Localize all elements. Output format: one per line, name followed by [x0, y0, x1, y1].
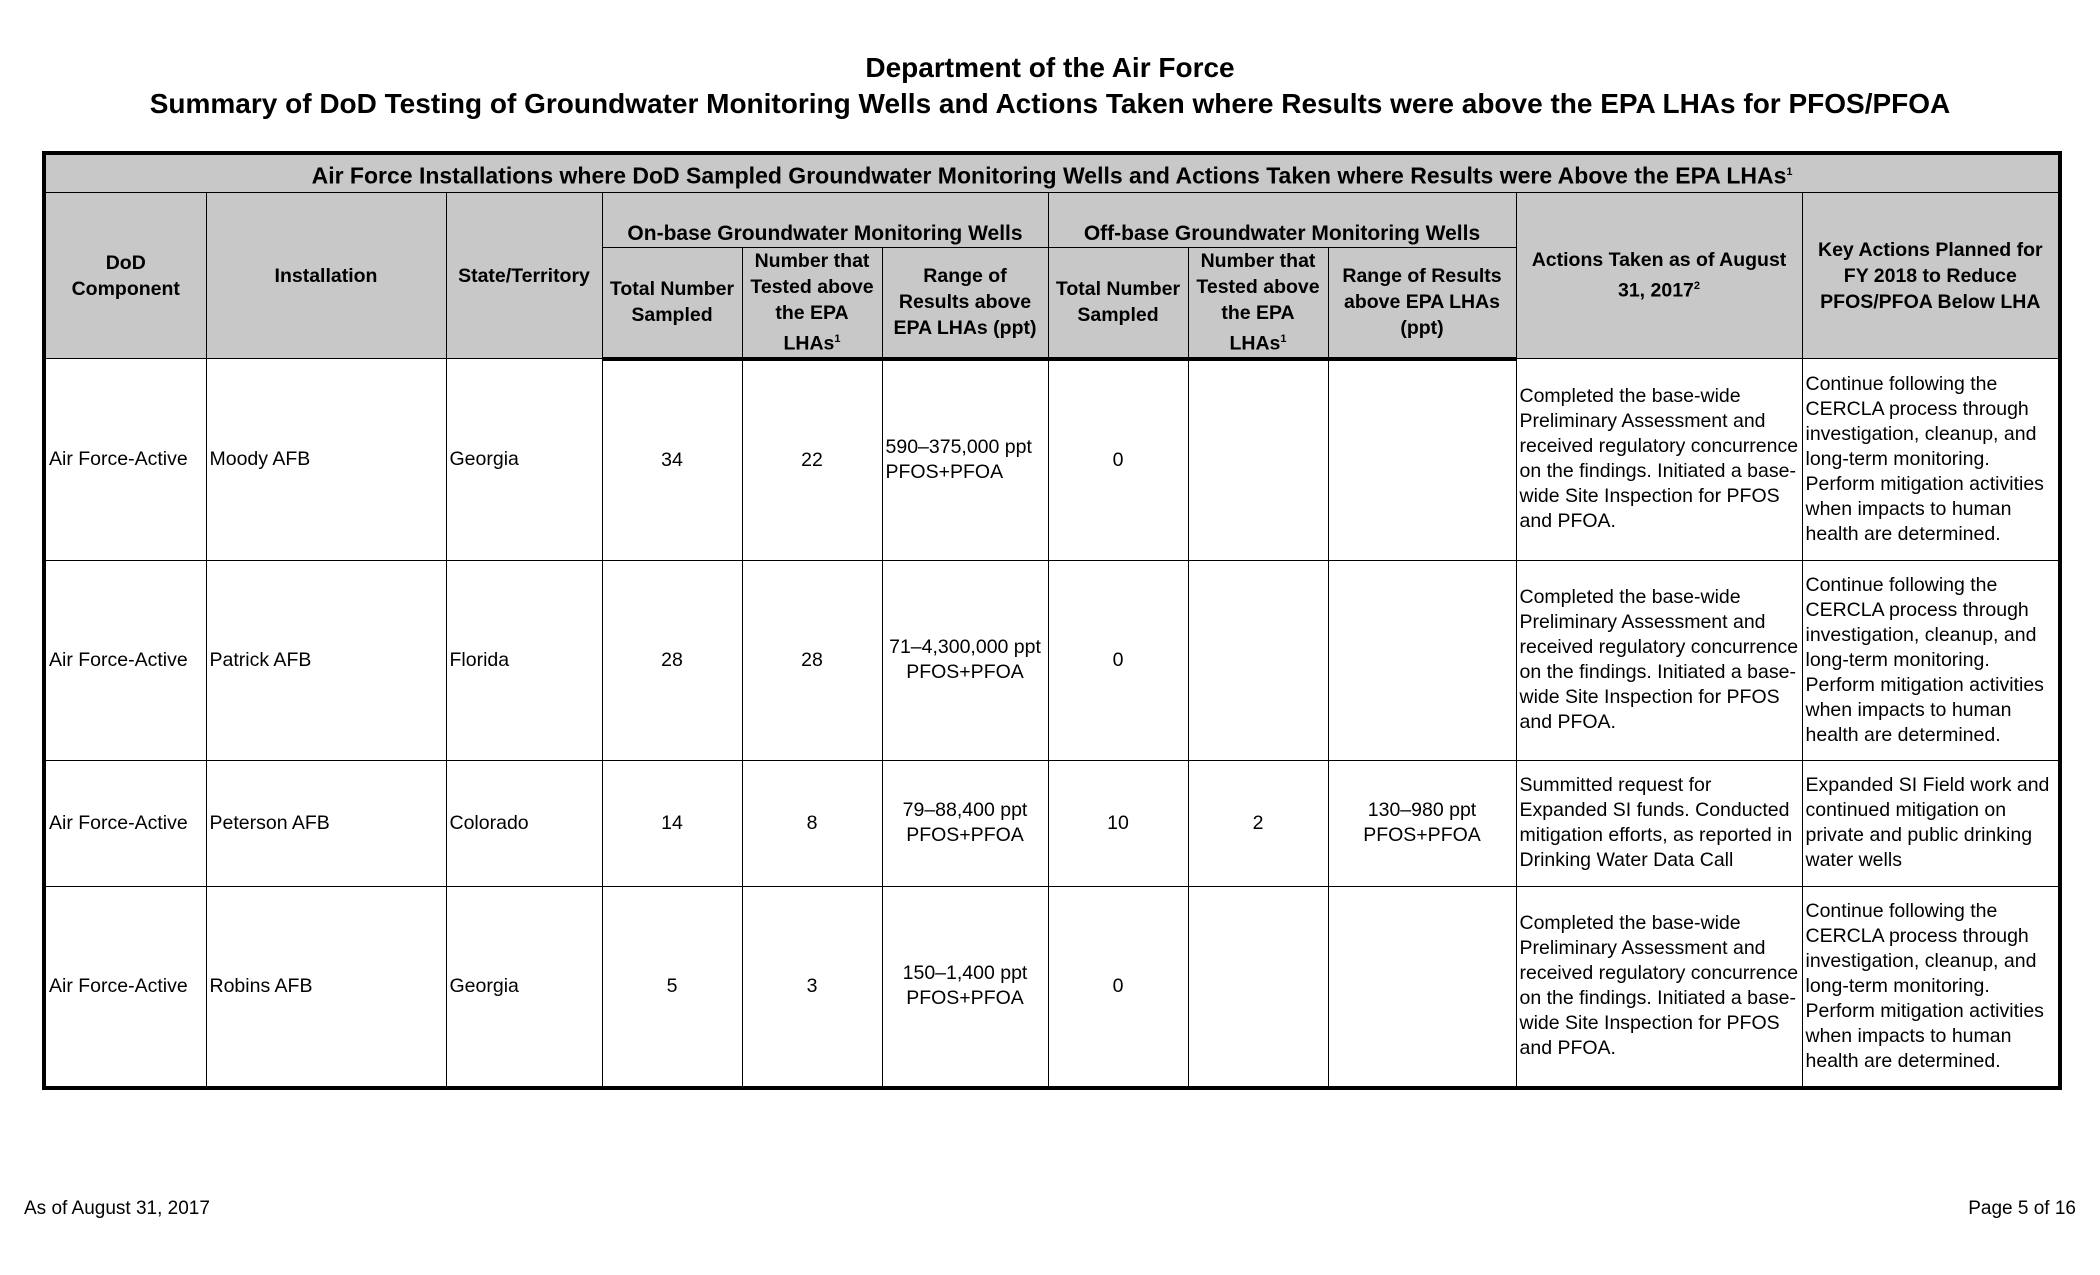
header-dod-component: DoD Component [44, 193, 206, 359]
offbase-above-footnote: 1 [1280, 333, 1287, 345]
cell-key-actions: Continue following the CERCLA process through investigation, cleanup, and long-term monitoring. Perform mitigation activities when impacts to human health are determined. [1802, 359, 2060, 561]
cell-actions-taken: Completed the base-wide Preliminary Assessment and received regulatory concurrence on the findings. Initiated a base-wide Site Inspection for PFOS and PFOA. [1516, 560, 1802, 760]
footer-page-number: Page 5 of 16 [1968, 1198, 2076, 1219]
cell-onbase-range: 79–88,400 ppt PFOS+PFOA [882, 760, 1048, 886]
cell-actions-taken: Summitted request for Expanded SI funds. Conducted mitigation efforts, as reported in Drinking Water Data Call [1516, 760, 1802, 886]
page-subtitle: Summary of DoD Testing of Groundwater Monitoring Wells and Actions Taken where Results were above the EPA LHAs for PFOS/PFOA [149, 88, 1951, 119]
cell-onbase-above: 8 [742, 760, 882, 886]
cell-actions-taken: Completed the base-wide Preliminary Assessment and received regulatory concurrence on the findings. Initiated a base-wide Site Inspection for PFOS and PFOA. [1516, 886, 1802, 1088]
header-offbase-group: Off-base Groundwater Monitoring Wells [1048, 193, 1516, 248]
header-offbase-above [1188, 248, 1328, 359]
header-offbase-total: Total Number Sampled [1048, 248, 1188, 359]
header-onbase-above [742, 248, 882, 359]
page-title: Department of the Air Force [865, 52, 1235, 83]
cell-key-actions: Expanded SI Field work and continued mitigation on private and public drinking water wells [1802, 760, 2060, 886]
cell-component: Air Force-Active [44, 760, 206, 886]
cell-onbase-total: 28 [602, 560, 742, 760]
cell-onbase-above: 22 [742, 359, 882, 561]
cell-state: Georgia [446, 359, 602, 561]
header-offbase-above-text: Number that Tested above the EPA LHAs [1196, 250, 1320, 355]
header-actions-taken-text: Actions Taken as of August 31, 2017 [1531, 249, 1787, 302]
table-row [44, 760, 2060, 886]
table-banner [44, 153, 2060, 193]
actions-footnote: 2 [1693, 280, 1701, 293]
cell-offbase-range [1328, 359, 1516, 561]
table-row [44, 560, 2060, 760]
cell-installation: Robins AFB [206, 886, 446, 1088]
cell-state: Florida [446, 560, 602, 760]
cell-onbase-range: 150–1,400 ppt PFOS+PFOA [882, 886, 1048, 1088]
cell-actions-taken: Completed the base-wide Preliminary Assessment and received regulatory concurrence on the findings. Initiated a base-wide Site Inspection for PFOS and PFOA. [1516, 359, 1802, 561]
banner-footnote: 1 [1786, 165, 1793, 178]
cell-offbase-above [1188, 886, 1328, 1088]
header-onbase-range: Range of Results above EPA LHAs (ppt) [882, 248, 1048, 359]
cell-onbase-above: 28 [742, 560, 882, 760]
cell-installation: Peterson AFB [206, 760, 446, 886]
header-key-actions: Key Actions Planned for FY 2018 to Reduce PFOS/PFOA Below LHA [1802, 193, 2060, 359]
cell-offbase-range [1328, 560, 1516, 760]
cell-state: Colorado [446, 760, 602, 886]
cell-key-actions: Continue following the CERCLA process through investigation, cleanup, and long-term monitoring. Perform mitigation activities when impacts to human health are determined. [1802, 560, 2060, 760]
cell-offbase-total: 0 [1048, 560, 1188, 760]
cell-key-actions: Continue following the CERCLA process through investigation, cleanup, and long-term monitoring. Perform mitigation activities when impacts to human health are determined. [1802, 886, 2060, 1088]
cell-offbase-total: 10 [1048, 760, 1188, 886]
cell-onbase-total: 34 [602, 359, 742, 561]
cell-component: Air Force-Active [44, 560, 206, 760]
cell-onbase-above: 3 [742, 886, 882, 1088]
header-onbase-above-text: Number that Tested above the EPA LHAs [750, 250, 874, 355]
header-state: State/Territory [446, 193, 602, 359]
cell-offbase-above [1188, 359, 1328, 561]
footer-date: As of August 31, 2017 [24, 1198, 210, 1219]
page-title-block [0, 50, 2100, 122]
header-offbase-range: Range of Results above EPA LHAs (ppt) [1328, 248, 1516, 359]
cell-offbase-total: 0 [1048, 359, 1188, 561]
cell-onbase-range: 71–4,300,000 ppt PFOS+PFOA [882, 560, 1048, 760]
cell-onbase-range: 590–375,000 ppt PFOS+PFOA [882, 359, 1048, 561]
installations-table [42, 151, 2062, 1090]
cell-installation: Moody AFB [206, 359, 446, 561]
cell-offbase-range: 130–980 ppt PFOS+PFOA [1328, 760, 1516, 886]
cell-onbase-total: 5 [602, 886, 742, 1088]
cell-state: Georgia [446, 886, 602, 1088]
cell-component: Air Force-Active [44, 886, 206, 1088]
cell-offbase-total: 0 [1048, 886, 1188, 1088]
cell-offbase-range [1328, 886, 1516, 1088]
header-installation: Installation [206, 193, 446, 359]
cell-offbase-above [1188, 560, 1328, 760]
table-row [44, 886, 2060, 1088]
onbase-above-footnote: 1 [834, 333, 841, 345]
table-banner-text: Air Force Installations where DoD Sampled Groundwater Monitoring Wells and Actions Taken where Results were Above the EPA LHAs [311, 162, 1787, 189]
header-actions-taken [1516, 193, 1802, 359]
cell-offbase-above: 2 [1188, 760, 1328, 886]
cell-component: Air Force-Active [44, 359, 206, 561]
header-onbase-group: On-base Groundwater Monitoring Wells [602, 193, 1048, 248]
header-onbase-total: Total Number Sampled [602, 248, 742, 359]
table-row [44, 359, 2060, 561]
cell-onbase-total: 14 [602, 760, 742, 886]
cell-installation: Patrick AFB [206, 560, 446, 760]
